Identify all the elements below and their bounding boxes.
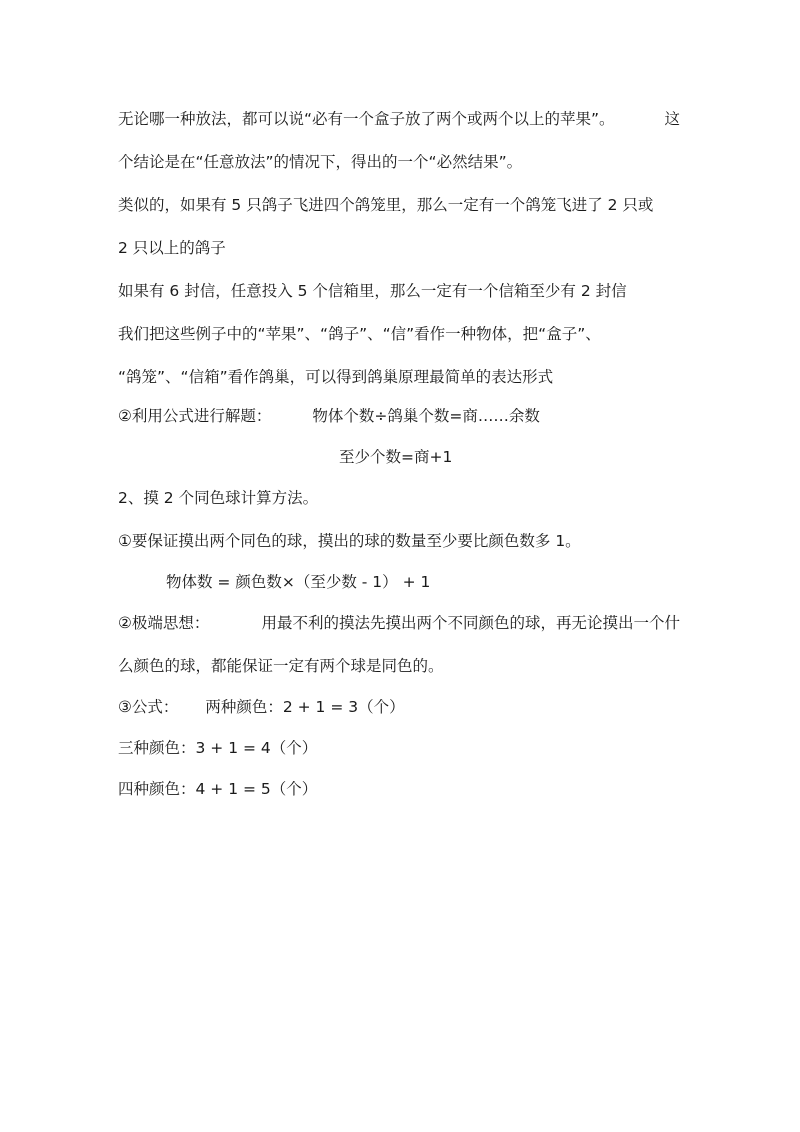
formula-line-4 <box>118 696 405 718</box>
text-segment: 四种颜色：4 + 1 = 5（个） <box>118 780 318 798</box>
text-segment: 物体个数÷鸽巢个数=商……余数 <box>312 407 540 425</box>
paragraph-line-1 <box>118 108 680 130</box>
text-segment: 三种颜色：3 + 1 = 4（个） <box>118 739 318 757</box>
formula-line-5 <box>118 737 317 759</box>
text-segment: 2 只以上的鸽子 <box>118 239 226 257</box>
text-segment: ②利用公式进行解题： <box>118 407 272 425</box>
formula-line-1 <box>118 405 540 427</box>
text-segment: “鸽笼”、“信箱”看作鸽巢，可以得到鸽巢原理最简单的表达形式 <box>118 368 554 386</box>
paragraph-line-3 <box>118 194 653 216</box>
text-segment: 个结论是在“任意放法”的情况下，得出的一个“必然结果”。 <box>118 153 523 171</box>
text-segment: 物体数 = 颜色数×（至少数 - 1） + 1 <box>166 573 431 591</box>
text-segment: 这 <box>664 110 680 128</box>
text-segment: 2、摸 2 个同色球计算方法。 <box>118 489 319 507</box>
text-segment: ③公式： <box>118 698 179 716</box>
paragraph-line-2 <box>118 151 522 173</box>
text-segment: ①要保证摸出两个同色的球，摸出的球的数量至少要比颜色数多 1。 <box>118 532 581 550</box>
text-segment: 至少个数=商+1 <box>339 448 453 466</box>
paragraph-line-4 <box>118 237 226 259</box>
text-segment: 我们把这些例子中的“苹果”、“鸽子”、“信”看作一种物体，把“盒子”、 <box>118 325 601 343</box>
text-segment: 无论哪一种放法，都可以说“必有一个盒子放了两个或两个以上的苹果”。 <box>118 110 615 128</box>
paragraph-line-9 <box>118 612 680 634</box>
text-segment: 如果有 6 封信，任意投入 5 个信箱里，那么一定有一个信箱至少有 2 封信 <box>118 282 627 300</box>
paragraph-line-8 <box>118 530 581 552</box>
text-segment: 么颜色的球，都能保证一定有两个球是同色的。 <box>118 657 444 675</box>
text-segment: 类似的，如果有 5 只鸽子飞进四个鸽笼里，那么一定有一个鸽笼飞进了 2 只或 <box>118 196 654 214</box>
text-segment: 两种颜色：2 + 1 = 3（个） <box>205 698 405 716</box>
text-segment: 用最不利的摸法先摸出两个不同颜色的球，再无论摸出一个什 <box>261 614 680 632</box>
section-heading <box>118 487 318 509</box>
paragraph-line-6 <box>118 323 601 345</box>
paragraph-line-5 <box>118 280 627 302</box>
paragraph-line-10 <box>118 655 444 677</box>
paragraph-line-7 <box>118 366 553 388</box>
formula-line-2 <box>339 446 452 468</box>
formula-line-6 <box>118 778 317 800</box>
formula-line-3 <box>166 571 430 593</box>
text-segment: ②极端思想： <box>118 614 210 632</box>
